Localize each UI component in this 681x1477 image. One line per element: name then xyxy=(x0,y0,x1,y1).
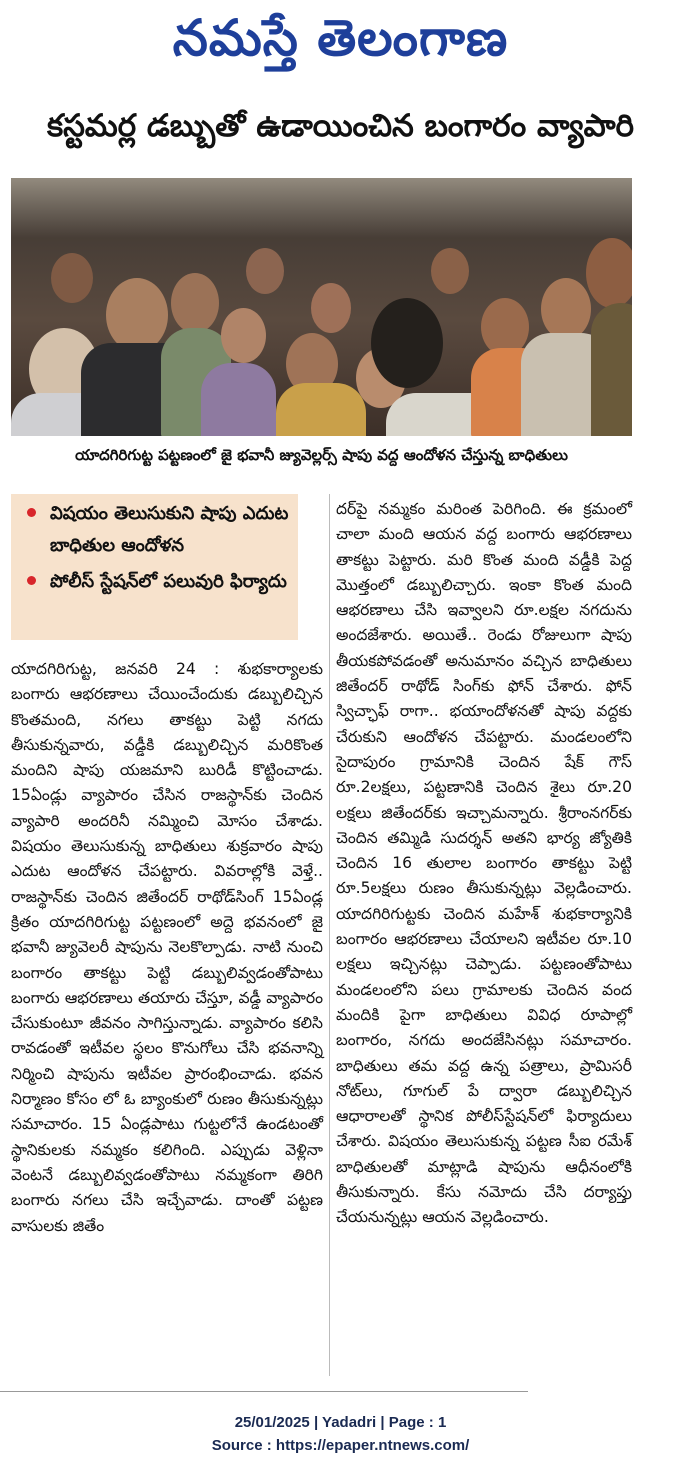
article-column-right xyxy=(336,497,632,1231)
footer-source: Source : https://epaper.ntnews.com/ xyxy=(211,1437,470,1454)
column-divider xyxy=(329,494,330,1376)
article-column-left xyxy=(11,657,323,1239)
footer-date-edition: 25/01/2025 | Yadadri | Page : 1 xyxy=(234,1414,447,1431)
article-headline: కస్టమర్ల డబ్బుతో ఉడాయించిన బంగారం వ్యాపారి xyxy=(46,108,635,144)
article-text-right: దర్‌పై నమ్మకం మరింత పెరిగింది. ఈ క్రమంలో చాలా మంది ఆయన వద్ద బంగారు ఆభరణాలు తాకట్టు పెట్టారు. మరి కొంత మంది వడ్డీకి పెద్ద మొత్తంలో డబ్బులిచ్చారు. ఇంకా కొంత మంది ఆభరణాలు చేసి ఇవ్వాలని రూ.లక్షల నగదును అందజేశారు. అయితే.. రెండు రోజులుగా షాపు తీయకపోవడంతో అనుమానం వచ్చిన బాధితులు జితేందర్ రాథోడ్ సింగ్‌కు ఫోన్ చేశారు. ఫోన్ స్విచ్ఛాఫ్ రాగా.. భయాందోళనతో షాపు వద్దకు చేరుకుని ఆందోళన చేపట్టారు. మండలంలోని సైదాపురం గ్రామానికి చెందిన షేక్ గౌస్ రూ.2లక్షలు, పట్టణానికి చెందిన శైలు రూ.20 లక్షలు జితేందర్‌కు ఇచ్చామన్నారు. శ్రీరాంనగర్‌కు చెందిన తమ్మిడి సుదర్శన్ అతని భార్య జ్యోతికి చెందిన 16 తులాల బంగారం తాకట్టు పెట్టి రూ.5లక్షలు రుణం తీసుకున్నట్లు వెల్లడించారు. యాదగిరిగుట్టకు చెందిన మహేశ్ శుభకార్యానికి బంగారం ఆభరణాలు చేయాలని ఇటీవల రూ.10 లక్షలు ఇచ్చినట్లు చెప్పాడు. పట్టణంతోపాటు మండలంలోని పలు గ్రామాలకు చెందిన వంద మందికి పైగా బాధితులు వివిధ రూపాల్లో బంగారం, నగదు అందజేసినట్లు సమాచారం. బాధితులు తమ వద్ద ఉన్న పత్రాలు, ప్రామిసరీ నోట్‌లు, గూగుల్ పే ద్వారా డబ్బులిచ్చిన ఆధారాలతో స్థానిక పోలీస్‌స్టేషన్‌లో ఫిర్యాదులు చేశారు. విషయం తెలుసుకున్న పట్టణ సీఐ రమేశ్ బాధితులతో మాట్లాడి షాపును ఆధీనంలోకి తీసుకున్నారు. కేసు నమోదు చేసి దర్యాప్తు చేయనున్నట్లు ఆయన వెల్లడించారు. xyxy=(336,500,632,1227)
newspaper-logo-title: నమస్తే తెలంగాణ xyxy=(172,8,509,67)
masthead xyxy=(0,0,681,88)
highlight-item: విషయం తెలుసుకుని షాపు ఎదుట బాధితుల ఆందోళన xyxy=(27,498,290,562)
news-photo xyxy=(11,178,632,436)
highlights-box xyxy=(11,494,298,640)
highlight-item: పోలీస్ స్టేషన్‌లో పలువురి ఫిర్యాదు xyxy=(27,566,290,598)
article-text-left: యాదగిరిగుట్ట, జనవరి 24 : శుభకార్యాలకు బంగారు ఆభరణాలు చేయించేందుకు డబ్బులిచ్చిన కొంతమంది, నగలు తాకట్టు పెట్టి నగదు తీసుకున్నవారు, వడ్డీకి డబ్బులిచ్చిన మరికొంత మందిని షాపు యజమాని బురిడీ కొట్టించాడు. 15ఏండ్లు వ్యాపారం చేసిన రాజస్థాన్‌కు చెందిన వ్యాపారి అందరినీ నమ్మించి మోసం చేశాడు. విషయం తెలుసుకున్న బాధితులు శుక్రవారం షాపు ఎదుట ఆందోళన చేపట్టారు. వివరాల్లోకి వెళ్తే.. రాజస్థాన్‌కు చెందిన జితేందర్ రాథోడ్‌సింగ్ 15ఏండ్ల క్రితం యాదగిరిగుట్ట పట్టణంలో అద్దె భవనంలో జై భవానీ జ్యువెలరీ షాపును నెలకొల్పాడు. నాటి నుంచి బంగారం తాకట్టు పెట్టి డబ్బులివ్వడంతోపాటు బంగారు ఆభరణాలు తయారు చేస్తూ, వడ్డీ వ్యాపారం చేసుకుంటూ జీవనం సాగిస్తున్నాడు. వ్యాపారం కలిసి రావడంతో ఇటీవల స్థలం కొనుగోలు చేసి భవనాన్ని నిర్మించి షాపును ఇటీవల ప్రారంభించాడు. భవన నిర్మాణం కోసం లో ఓ బ్యాంకులో రుణం తీసుకున్నట్లు సమాచారం. 15 ఏండ్లపాటు గుట్టలోనే ఉండటంతో స్థానికులకు నమ్మకం కలిగింది. ఎప్పుడు వెళ్లినా వెంటనే డబ్బులివ్వడంతోపాటు నమ్మకంగా తిరిగి బంగారు నగలు చేసి ఇచ్చేవాడు. దాంతో పట్టణ వాసులకు జితేం xyxy=(11,660,323,1235)
footer-rule xyxy=(0,1391,528,1392)
photo-caption: యాదగిరిగుట్ట పట్టణంలో జై భవానీ జ్యువెల్లర్స్ షాపు వద్ద ఆందోళన చేస్తున్న బాధితులు xyxy=(75,446,568,464)
red-bullet-icon xyxy=(27,508,36,517)
red-bullet-icon xyxy=(27,576,36,585)
